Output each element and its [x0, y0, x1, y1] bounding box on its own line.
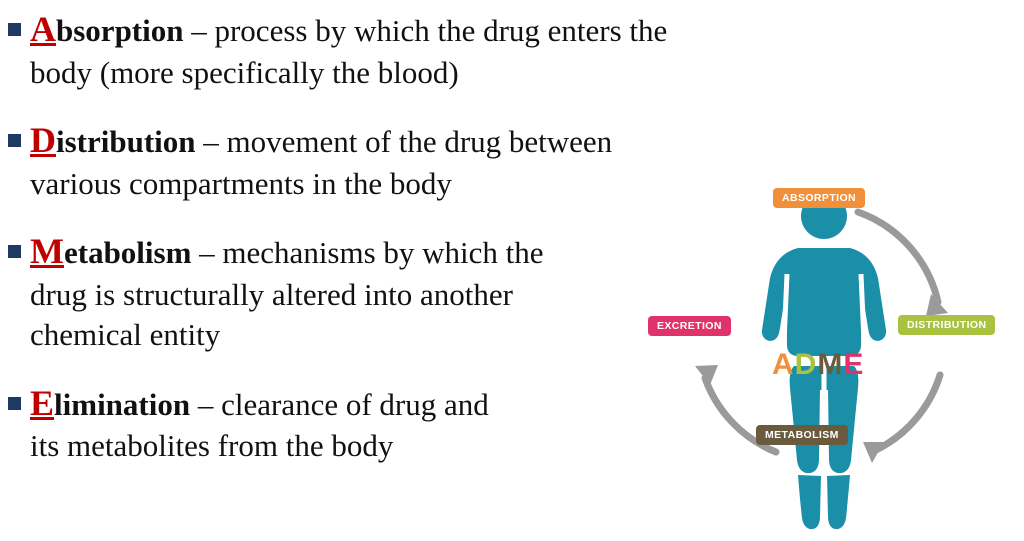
term-elimination — [30, 382, 191, 423]
label-metabolism: METABOLISM — [756, 425, 848, 445]
term-remainder-distribution: istribution — [56, 124, 196, 160]
acronym-letter-m: M — [817, 348, 844, 381]
term-initial-metabolism: M — [30, 231, 64, 272]
term-initial-elimination: E — [30, 382, 55, 423]
adme-definition-list — [8, 6, 668, 467]
label-absorption: ABSORPTION — [773, 188, 865, 208]
acronym-letter-e: E — [843, 348, 865, 381]
acronym-letter-a: A — [772, 348, 795, 381]
label-distribution: DISTRIBUTION — [898, 315, 995, 335]
list-item — [8, 117, 668, 204]
list-item — [8, 380, 668, 467]
term-initial-distribution: D — [30, 120, 56, 161]
bullet-square-icon — [8, 23, 21, 36]
term-metabolism — [30, 231, 192, 272]
bullet-item-distribution — [30, 117, 668, 204]
adme-acronym — [772, 348, 864, 382]
list-item — [8, 6, 668, 93]
term-remainder-elimination: limination — [54, 386, 191, 422]
adme-cycle-diagram — [648, 170, 1024, 541]
term-remainder-absorption: bsorption — [56, 13, 184, 48]
bullet-square-icon — [8, 245, 21, 258]
acronym-letter-d: D — [794, 348, 818, 381]
term-remainder-metabolism: etabolism — [63, 235, 192, 271]
bullet-square-icon — [8, 134, 21, 147]
definition-distribution: – movement of the drug between various compartments in the body — [30, 124, 613, 201]
definition-elimination: – clearance of drug and its metabolites from the body — [30, 386, 489, 464]
term-distribution — [30, 120, 196, 161]
definition-metabolism: – mechanisms by which the drug is structurally altered into another chemical entity — [30, 235, 544, 353]
definition-absorption: – process by which the drug enters the body (more specifically the blood) — [30, 13, 668, 90]
bullet-item-metabolism — [30, 228, 550, 355]
label-excretion: EXCRETION — [648, 316, 731, 336]
list-item — [8, 228, 668, 355]
bullet-item-elimination — [30, 380, 500, 467]
term-absorption — [30, 9, 184, 49]
term-initial-absorption: A — [30, 9, 56, 49]
bullet-square-icon — [8, 397, 21, 410]
bullet-item-absorption — [30, 6, 668, 93]
